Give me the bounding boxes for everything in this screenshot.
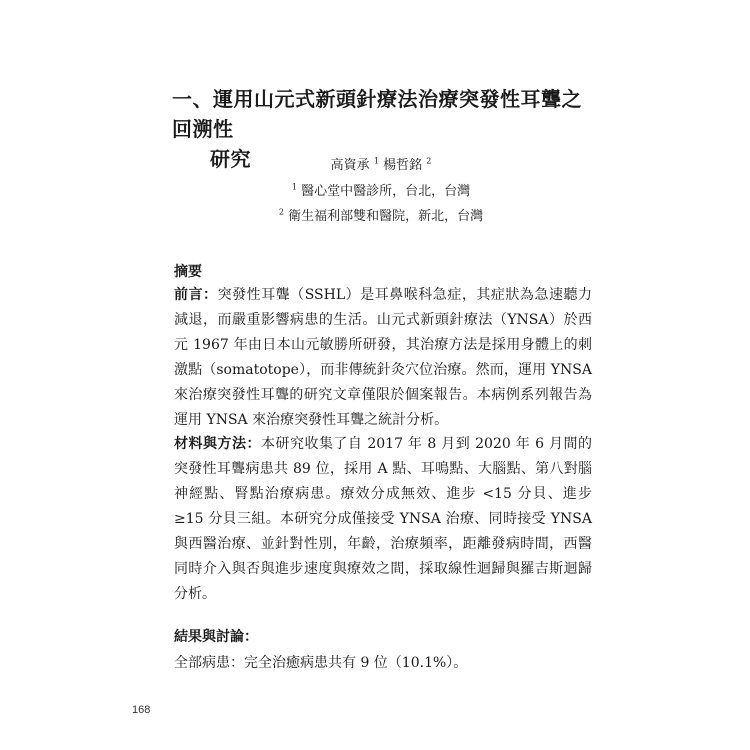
affiliation-mark-2: 2 <box>278 207 284 217</box>
page-number: 168 <box>132 704 151 716</box>
paper-title-line1: 一、運用山元式新頭針療法治療突發性耳聾之回溯性 <box>172 87 582 141</box>
author-affiliation-mark-2: 2 <box>426 156 432 166</box>
results-heading: 結果與討論： <box>174 629 258 645</box>
results-text: 全部病患：完全治癒病患共有 9 位（10.1%）。 <box>174 655 468 671</box>
affiliation-mark-1: 1 <box>291 182 297 192</box>
methods-label: 材料與方法： <box>174 436 261 452</box>
paper-title-line2: 研究 <box>210 147 251 171</box>
affiliation-text-1: 醫心堂中醫診所，台北，台灣 <box>301 184 471 199</box>
methods-paragraph <box>174 432 592 607</box>
author-list <box>0 156 750 176</box>
author-name-2: 楊哲銘 <box>383 158 423 173</box>
intro-label: 前言： <box>174 287 218 303</box>
affiliation-1 <box>0 182 750 202</box>
intro-text: 突發性耳聾（SSHL）是耳鼻喉科急症，其症狀為急速聽力減退，而嚴重影響病患的生活。山元式新頭針療法（YNSA）於西元 1967 年由日本山元敏勝所研發，其治療方法是採用身體上的刺激點（somatotope），而非傳統針灸穴位治療。然而，運用 YNSA 來治療突發性耳聾的研究文章僅限於個案報告。本病例系列報告為運用 YNSA 來治療突發性耳聾之統計分析。 <box>174 287 593 428</box>
affiliation-2 <box>0 207 750 227</box>
intro-paragraph <box>174 283 592 433</box>
abstract-heading: 摘要 <box>174 264 202 280</box>
author-affiliation-mark-1: 1 <box>373 156 379 166</box>
affiliation-text-2: 衛生福利部雙和醫院，新北，台灣 <box>288 209 484 224</box>
author-name-1: 高資承 <box>330 158 370 173</box>
methods-text: 本研究收集了自 2017 年 8 月到 2020 年 6 月間的突發性耳聾病患共 89 位，採用 A 點、耳鳴點、大腦點、第八對腦神經點、腎點治療病患。療效分成無效、進步 <15 分貝、進步 ≥15 分貝三組。本研究分成僅接受 YNSA 治療、同時接受 YNSA 與西醫治療、並針對性別，年齡，治療頻率，距離發病時間，西醫同時介入與否與進步速度與療效之間，採取線性迴歸與羅吉斯迴歸分析。 <box>174 436 592 602</box>
results-paragraph <box>174 651 592 676</box>
